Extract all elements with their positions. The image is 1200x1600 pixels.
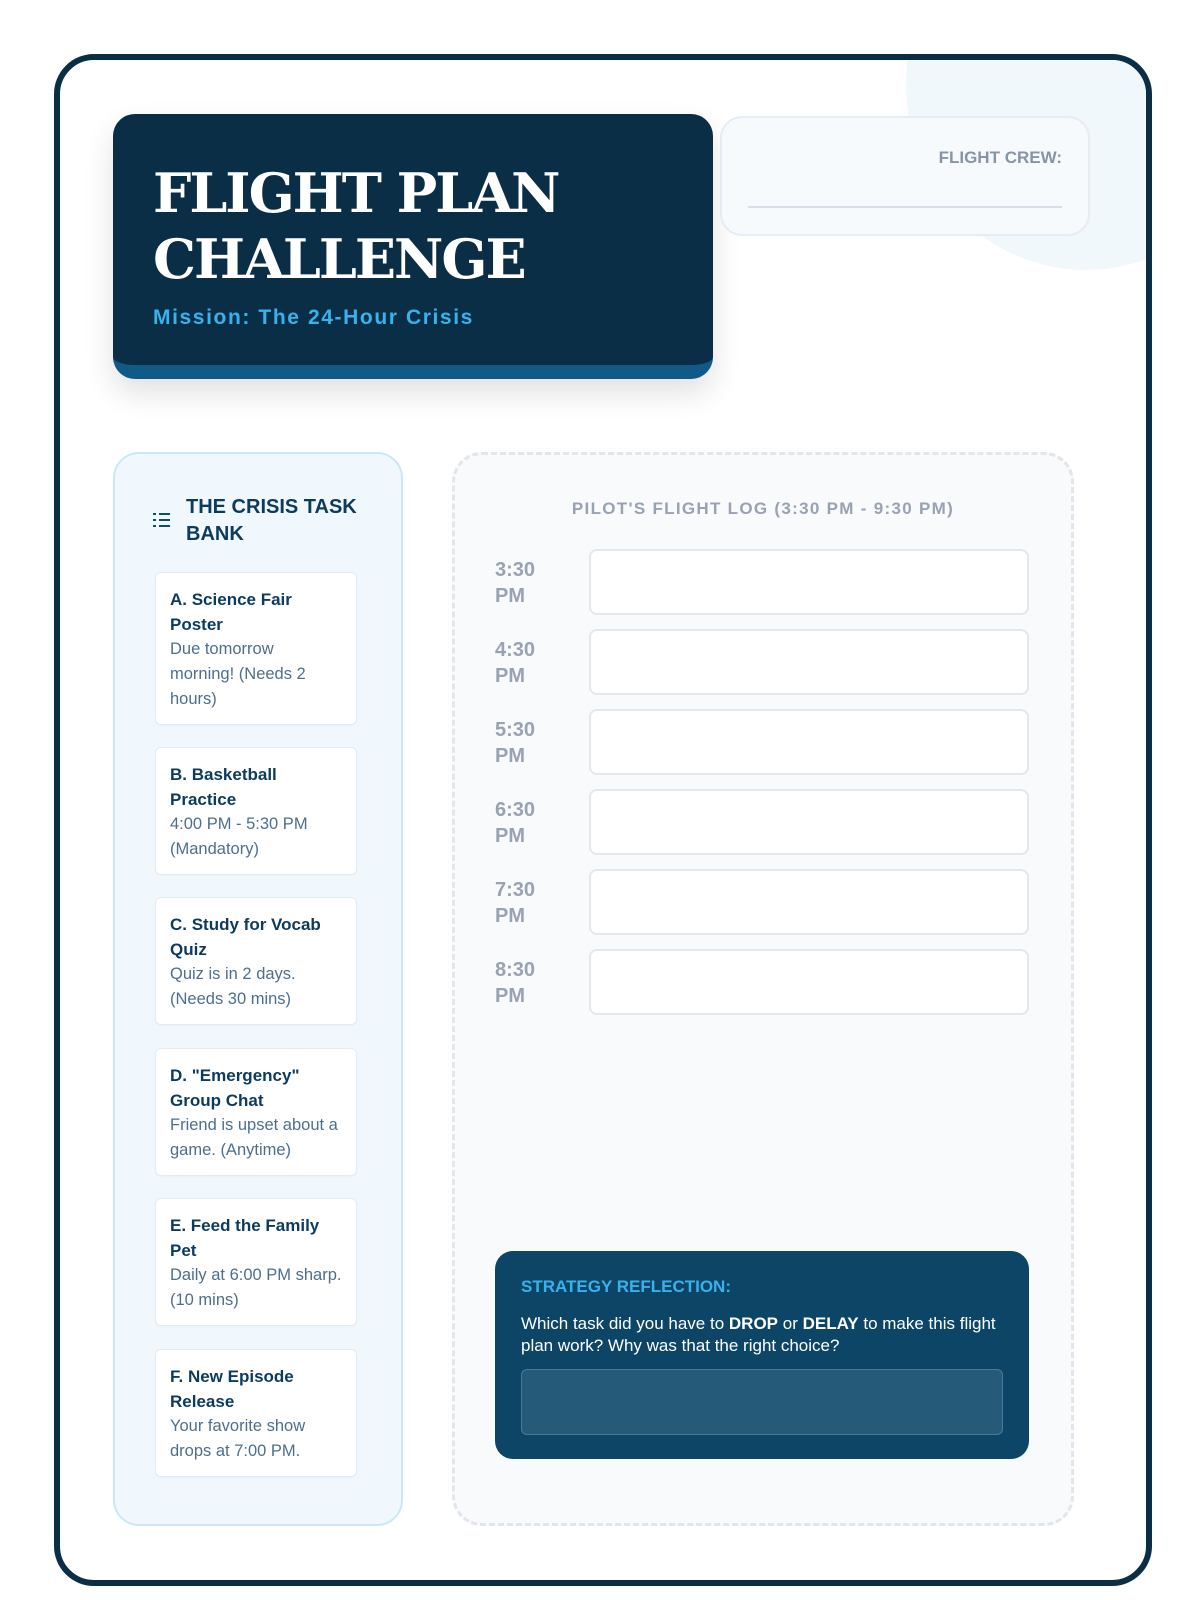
- time-slot: [495, 869, 1035, 935]
- task-bank-header: [153, 494, 393, 548]
- task-description: Quiz is in 2 days. (Needs 30 mins): [170, 965, 296, 1008]
- task-description: Your favorite show drops at 7:00 PM.: [170, 1417, 306, 1460]
- reflection-question: [521, 1313, 1003, 1357]
- time-value: 7:30: [495, 879, 536, 901]
- flight-crew-label: FLIGHT CREW:: [938, 148, 1062, 167]
- delay-keyword: DELAY: [802, 1314, 859, 1333]
- time-value: 6:30: [495, 799, 536, 821]
- time-period: PM: [495, 585, 525, 607]
- pilot-flight-log: [452, 452, 1074, 1526]
- mission-subtitle: Mission: The 24-Hour Crisis: [153, 306, 474, 329]
- time-slot-entry[interactable]: [589, 709, 1029, 775]
- time-slot: [495, 629, 1035, 695]
- task-card: [155, 1198, 357, 1326]
- list-icon: [153, 511, 170, 529]
- time-value: 4:30: [495, 639, 536, 661]
- time-value: 3:30: [495, 559, 536, 581]
- question-text: Which task did you have to: [521, 1314, 729, 1333]
- task-name: C. Study for Vocab Quiz: [170, 915, 321, 959]
- time-period: PM: [495, 745, 525, 767]
- task-name: A. Science Fair Poster: [170, 590, 292, 634]
- time-slot: [495, 949, 1035, 1015]
- drop-keyword: DROP: [728, 1314, 779, 1333]
- task-card: [155, 747, 357, 875]
- flight-log-title: PILOT'S FLIGHT LOG (3:30 PM - 9:30 PM): [571, 499, 955, 518]
- task-card: [155, 1048, 357, 1176]
- time-period: PM: [495, 665, 525, 687]
- question-text: to make this flight plan work? Why was that the right choice?: [521, 1314, 996, 1355]
- task-description: 4:00 PM - 5:30 PM (Mandatory): [170, 815, 308, 858]
- task-name: F. New Episode Release: [170, 1367, 294, 1411]
- time-slot: [495, 789, 1035, 855]
- time-label: [495, 557, 575, 609]
- task-bank-title: THE CRISIS TASK BANK: [186, 496, 357, 545]
- question-text: or: [778, 1314, 803, 1333]
- time-slot-entry[interactable]: [589, 549, 1029, 615]
- time-label: [495, 797, 575, 849]
- flight-crew-box: [720, 116, 1090, 236]
- time-label: [495, 957, 575, 1009]
- task-description: Friend is upset about a game. (Anytime): [170, 1116, 338, 1159]
- time-period: PM: [495, 905, 525, 927]
- task-name: E. Feed the Family Pet: [170, 1216, 320, 1260]
- time-label: [495, 717, 575, 769]
- time-slot-entry[interactable]: [589, 869, 1029, 935]
- task-description: Due tomorrow morning! (Needs 2 hours): [170, 640, 306, 708]
- flight-crew-write-line[interactable]: [748, 206, 1062, 208]
- title-banner: [113, 114, 713, 379]
- task-name: D. "Emergency" Group Chat: [170, 1066, 300, 1110]
- title-line-2: CHALLENGE: [153, 227, 525, 291]
- task-name: B. Basketball Practice: [170, 765, 277, 809]
- task-card: [155, 572, 357, 725]
- time-value: 8:30: [495, 959, 536, 981]
- time-period: PM: [495, 825, 525, 847]
- crisis-task-bank: [113, 452, 403, 1526]
- time-label: [495, 877, 575, 929]
- page-title: [153, 160, 673, 292]
- time-slot-entry[interactable]: [589, 949, 1029, 1015]
- title-line-1: FLIGHT PLAN: [153, 161, 559, 225]
- time-value: 5:30: [495, 719, 536, 741]
- task-card: [155, 1349, 357, 1477]
- worksheet: [54, 54, 1152, 1586]
- time-label: [495, 637, 575, 689]
- task-description: Daily at 6:00 PM sharp. (10 mins): [170, 1266, 342, 1309]
- reflection-title: STRATEGY REFLECTION:: [521, 1277, 731, 1296]
- task-card: [155, 897, 357, 1025]
- time-slot-entry[interactable]: [589, 789, 1029, 855]
- time-period: PM: [495, 985, 525, 1007]
- strategy-reflection: [495, 1251, 1029, 1459]
- time-slot: [495, 549, 1035, 615]
- time-slot: [495, 709, 1035, 775]
- time-slot-entry[interactable]: [589, 629, 1029, 695]
- reflection-answer-box[interactable]: [521, 1369, 1003, 1435]
